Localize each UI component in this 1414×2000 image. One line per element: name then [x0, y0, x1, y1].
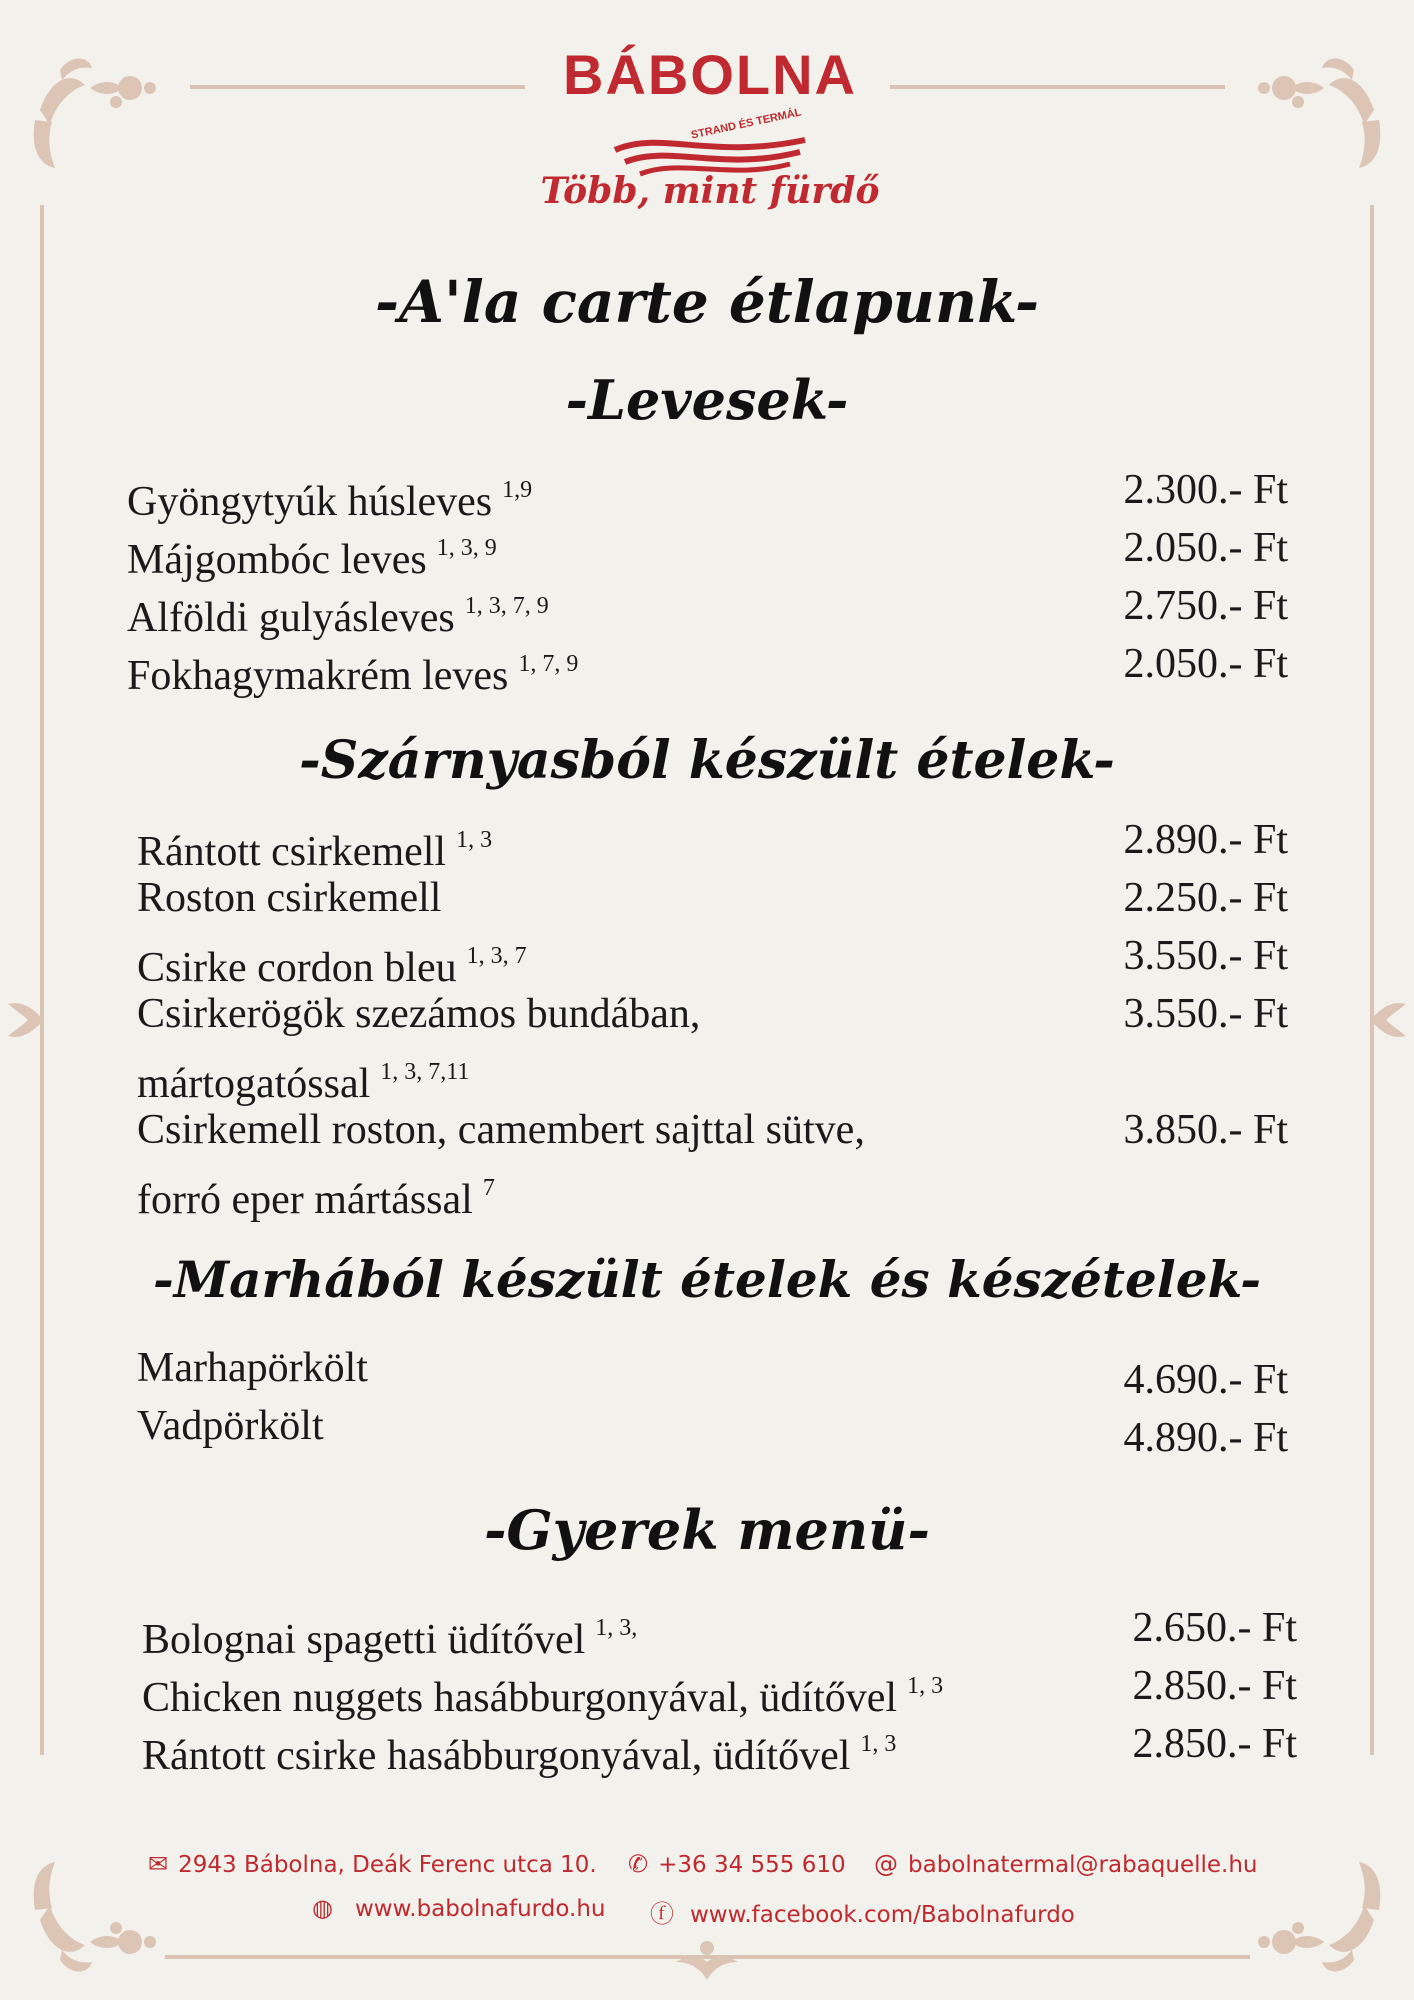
website-text: www.babolnafurdo.hu	[354, 1896, 606, 1922]
phone-icon: ✆	[628, 1850, 649, 1878]
facebook-icon: ⓕ	[650, 1900, 674, 1928]
item-name: Roston csirkemell	[137, 875, 442, 921]
frame-top-right-line	[890, 85, 1225, 89]
menu-item	[137, 932, 527, 992]
item-name: Csirke cordon bleu	[137, 945, 457, 991]
item-price: 3.850.- Ft	[1123, 1107, 1288, 1153]
item-price: 2.850.- Ft	[1132, 1663, 1297, 1709]
menu-item	[127, 524, 497, 584]
item-name: Rántott csirkemell	[137, 829, 447, 875]
section-title-gyerek: -Gyerek menü-	[484, 1498, 930, 1562]
item-name: Vadpörkölt	[137, 1403, 324, 1449]
menu-item	[137, 874, 441, 922]
item-allergens: 1, 3,	[595, 1615, 638, 1641]
globe-icon: ◍	[312, 1894, 333, 1922]
item-price: 4.890.- Ft	[1123, 1415, 1288, 1461]
item-allergens: 1, 3, 7,11	[380, 1059, 470, 1085]
menu-item	[142, 1720, 896, 1780]
item-price: 2.050.- Ft	[1123, 525, 1288, 571]
item-name: Fokhagymakrém leves	[127, 653, 509, 699]
brand-name: BÁBOLNA	[563, 43, 857, 106]
side-ornament-left-icon	[4, 990, 48, 1050]
menu-item	[127, 640, 578, 700]
item-price: 2.850.- Ft	[1132, 1721, 1297, 1767]
side-ornament-right-icon	[1366, 990, 1410, 1050]
item-price: 4.690.- Ft	[1123, 1357, 1288, 1403]
corner-ornament-top-left-icon	[30, 50, 190, 170]
brand-logo	[540, 40, 880, 230]
menu-item-line2	[137, 1048, 469, 1108]
item-price: 2.750.- Ft	[1123, 583, 1288, 629]
menu-title: -A'la carte étlapunk-	[374, 268, 1040, 336]
menu-item	[137, 1106, 865, 1154]
footer-address	[148, 1850, 597, 1878]
menu-item	[137, 1402, 324, 1450]
section-title-szarnyas: -Szárnyasból készült ételek-	[299, 730, 1115, 791]
item-name-line2: forró eper mártással	[137, 1177, 473, 1223]
item-name: Bolognai spagetti üdítővel	[142, 1617, 586, 1663]
bottom-center-ornament-icon	[672, 1936, 742, 1982]
item-allergens: 1,9	[502, 477, 533, 503]
mail-icon: ✉	[148, 1850, 169, 1878]
corner-ornament-top-right-icon	[1224, 50, 1384, 170]
at-icon: @	[874, 1850, 898, 1878]
menu-item	[137, 816, 492, 876]
item-allergens: 1, 3, 9	[436, 535, 497, 561]
item-name: Májgombóc leves	[127, 537, 427, 583]
footer-phone[interactable]	[628, 1850, 846, 1878]
section-title-levesek: -Levesek-	[565, 368, 849, 432]
item-price: 2.250.- Ft	[1123, 875, 1288, 921]
email-text: babolnatermal@rabaquelle.hu	[908, 1852, 1258, 1878]
item-name: Chicken nuggets hasábburgonyával, üdítővel	[142, 1675, 898, 1721]
item-name-line2: mártogatóssal	[137, 1061, 371, 1107]
menu-item	[127, 466, 532, 526]
footer-email[interactable]	[874, 1850, 1258, 1878]
item-name: Csirkemell roston, camembert sajttal sütve,	[137, 1107, 865, 1153]
item-allergens: 1, 3	[907, 1673, 944, 1699]
frame-top-left-line	[190, 85, 525, 89]
item-name: Rántott csirke hasábburgonyával, üdítővel	[142, 1733, 851, 1779]
address-text: 2943 Bábolna, Deák Ferenc utca 10.	[178, 1852, 597, 1878]
item-allergens: 7	[482, 1175, 495, 1201]
item-price: 2.050.- Ft	[1123, 641, 1288, 687]
phone-text: +36 34 555 610	[658, 1852, 846, 1878]
item-name: Alföldi gulyásleves	[127, 595, 455, 641]
item-price: 2.890.- Ft	[1123, 817, 1288, 863]
item-price: 2.650.- Ft	[1132, 1605, 1297, 1651]
menu-item	[142, 1662, 943, 1722]
menu-item	[137, 1344, 368, 1392]
brand-tagline: Több, mint fürdő	[540, 170, 880, 212]
item-allergens: 1, 7, 9	[518, 651, 579, 677]
item-name: Gyöngytyúk húsleves	[127, 479, 493, 525]
corner-ornament-bottom-left-icon	[30, 1860, 190, 1980]
item-name: Marhapörkölt	[137, 1345, 368, 1391]
facebook-text: www.facebook.com/Babolnafurdo	[690, 1902, 1075, 1928]
footer-website[interactable]	[312, 1894, 605, 1922]
item-allergens: 1, 3	[860, 1731, 897, 1757]
corner-ornament-bottom-right-icon	[1224, 1860, 1384, 1980]
item-price: 2.300.- Ft	[1123, 467, 1288, 513]
menu-item	[137, 990, 700, 1038]
item-allergens: 1, 3	[456, 827, 493, 853]
menu-item-line2	[137, 1164, 495, 1224]
footer-facebook[interactable]	[650, 1894, 1075, 1929]
item-name: Csirkerögök szezámos bundában,	[137, 991, 701, 1037]
item-price: 3.550.- Ft	[1123, 933, 1288, 979]
section-title-marha: -Marhából készült ételek és készételek-	[153, 1250, 1261, 1309]
item-price: 3.550.- Ft	[1123, 991, 1288, 1037]
menu-item	[142, 1604, 637, 1664]
item-allergens: 1, 3, 7	[466, 943, 527, 969]
item-allergens: 1, 3, 7, 9	[464, 593, 549, 619]
menu-item	[127, 582, 549, 642]
brand-subtitle: STRAND ÉS TERMÁL	[689, 106, 803, 142]
